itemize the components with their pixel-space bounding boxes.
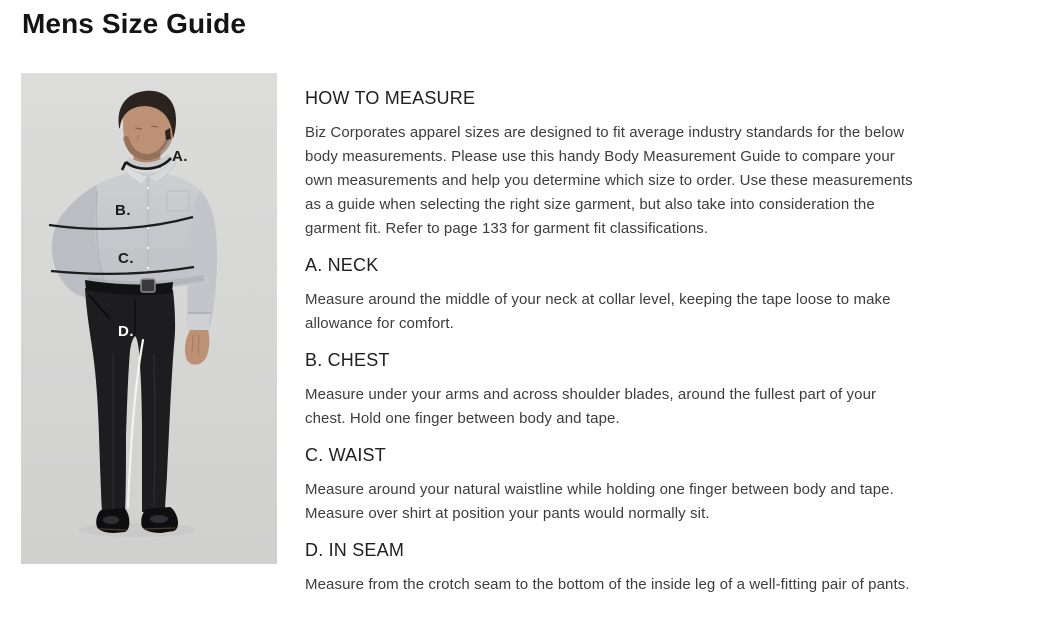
paragraph-line: Measure over shirt at position your pants would normally sit. (305, 505, 710, 522)
paragraph-line: garment fit. Refer to page 133 for garment fit classifications. (305, 220, 709, 237)
inseam-label-marker: D. (118, 323, 134, 340)
measurement-photo (21, 73, 277, 564)
page-title: Mens Size Guide (22, 8, 246, 39)
waist-label-marker: C. (118, 250, 134, 267)
section-paragraph (305, 573, 995, 597)
paragraph-line: Measure around your natural waistline while holding one finger between body and tape. (305, 481, 894, 498)
section-neck (305, 255, 995, 336)
paragraph-line: own measurements and help you determine which size to order. Use these measurements (305, 172, 913, 189)
paragraph-line: chest. Hold one finger between body and tape. (305, 410, 620, 427)
paragraph-line: Measure from the crotch seam to the bottom of the inside leg of a well-fitting pair of pants. (305, 576, 910, 593)
section-heading-waist: C. WAIST (305, 445, 386, 465)
paragraph-line: as a guide when selecting the right size garment, but also take into consideration the (305, 196, 875, 213)
belt-buckle (141, 279, 155, 292)
section-how-to-measure (305, 88, 995, 241)
section-heading-how-to-measure: HOW TO MEASURE (305, 88, 476, 108)
section-paragraph (305, 121, 995, 241)
section-paragraph (305, 288, 995, 336)
neck-label-marker: A. (172, 148, 188, 165)
section-waist (305, 445, 995, 526)
chest-label-marker: B. (115, 202, 131, 219)
section-inseam (305, 540, 995, 597)
measure-instructions (305, 88, 995, 611)
section-heading-neck: A. NECK (305, 255, 379, 275)
paragraph-line: allowance for comfort. (305, 315, 454, 332)
paragraph-line: Measure around the middle of your neck at collar level, keeping the tape loose to make (305, 291, 891, 308)
body-measurement-illustration (21, 73, 277, 564)
paragraph-line: Biz Corporates apparel sizes are designed to fit average industry standards for the below (305, 124, 905, 141)
section-heading-chest: B. CHEST (305, 350, 390, 370)
paragraph-line: Measure under your arms and across shoulder blades, around the fullest part of your (305, 386, 877, 403)
paragraph-line: body measurements. Please use this handy Body Measurement Guide to compare your (305, 148, 895, 165)
section-paragraph (305, 383, 995, 431)
section-heading-inseam: D. IN SEAM (305, 540, 405, 560)
section-paragraph (305, 478, 995, 526)
section-chest (305, 350, 995, 431)
